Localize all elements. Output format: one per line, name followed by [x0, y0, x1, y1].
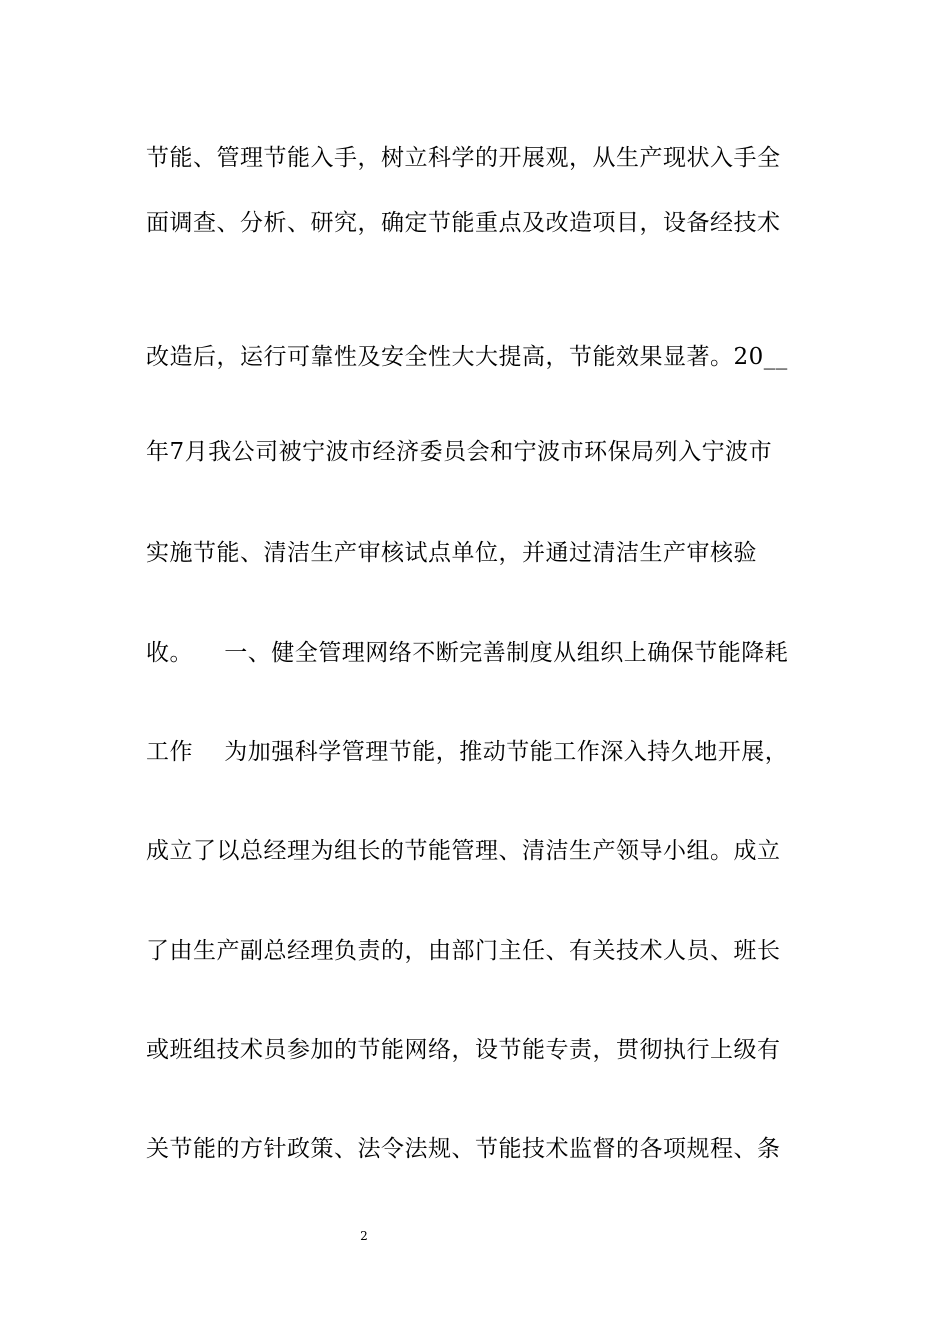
text-line: 实施节能、清洁生产审核试点单位，并通过清洁生产审核验	[146, 540, 757, 566]
text-line: 改造后，运行可靠性及安全性大大提高，节能效果显著。20__	[146, 344, 788, 370]
page-number: 2	[360, 1229, 368, 1243]
text-line: 节能、管理节能入手，树立科学的开展观，从生产现状入手全	[146, 145, 781, 171]
text-line: 年7月我公司被宁波市经济委员会和宁波市环保局列入宁波市	[146, 439, 773, 465]
text-line: 成立了以总经理为组长的节能管理、清洁生产领导小组。成立	[146, 838, 781, 864]
text-line: 面调查、分析、研究，确定节能重点及改造项目，设备经技术	[146, 210, 781, 236]
text-line: 或班组技术员参加的节能网络，设节能专责，贯彻执行上级有	[146, 1037, 781, 1063]
text-line: 了由生产副总经理负责的，由部门主任、有关技术人员、班长	[146, 938, 781, 964]
text-line: 关节能的方针政策、法令法规、节能技术监督的各项规程、条	[146, 1136, 781, 1162]
text-line: 工作 为加强科学管理节能，推动节能工作深入持久地开展，	[146, 739, 789, 765]
text-line: 收。 一、健全管理网络不断完善制度从组织上确保节能降耗	[146, 640, 789, 666]
